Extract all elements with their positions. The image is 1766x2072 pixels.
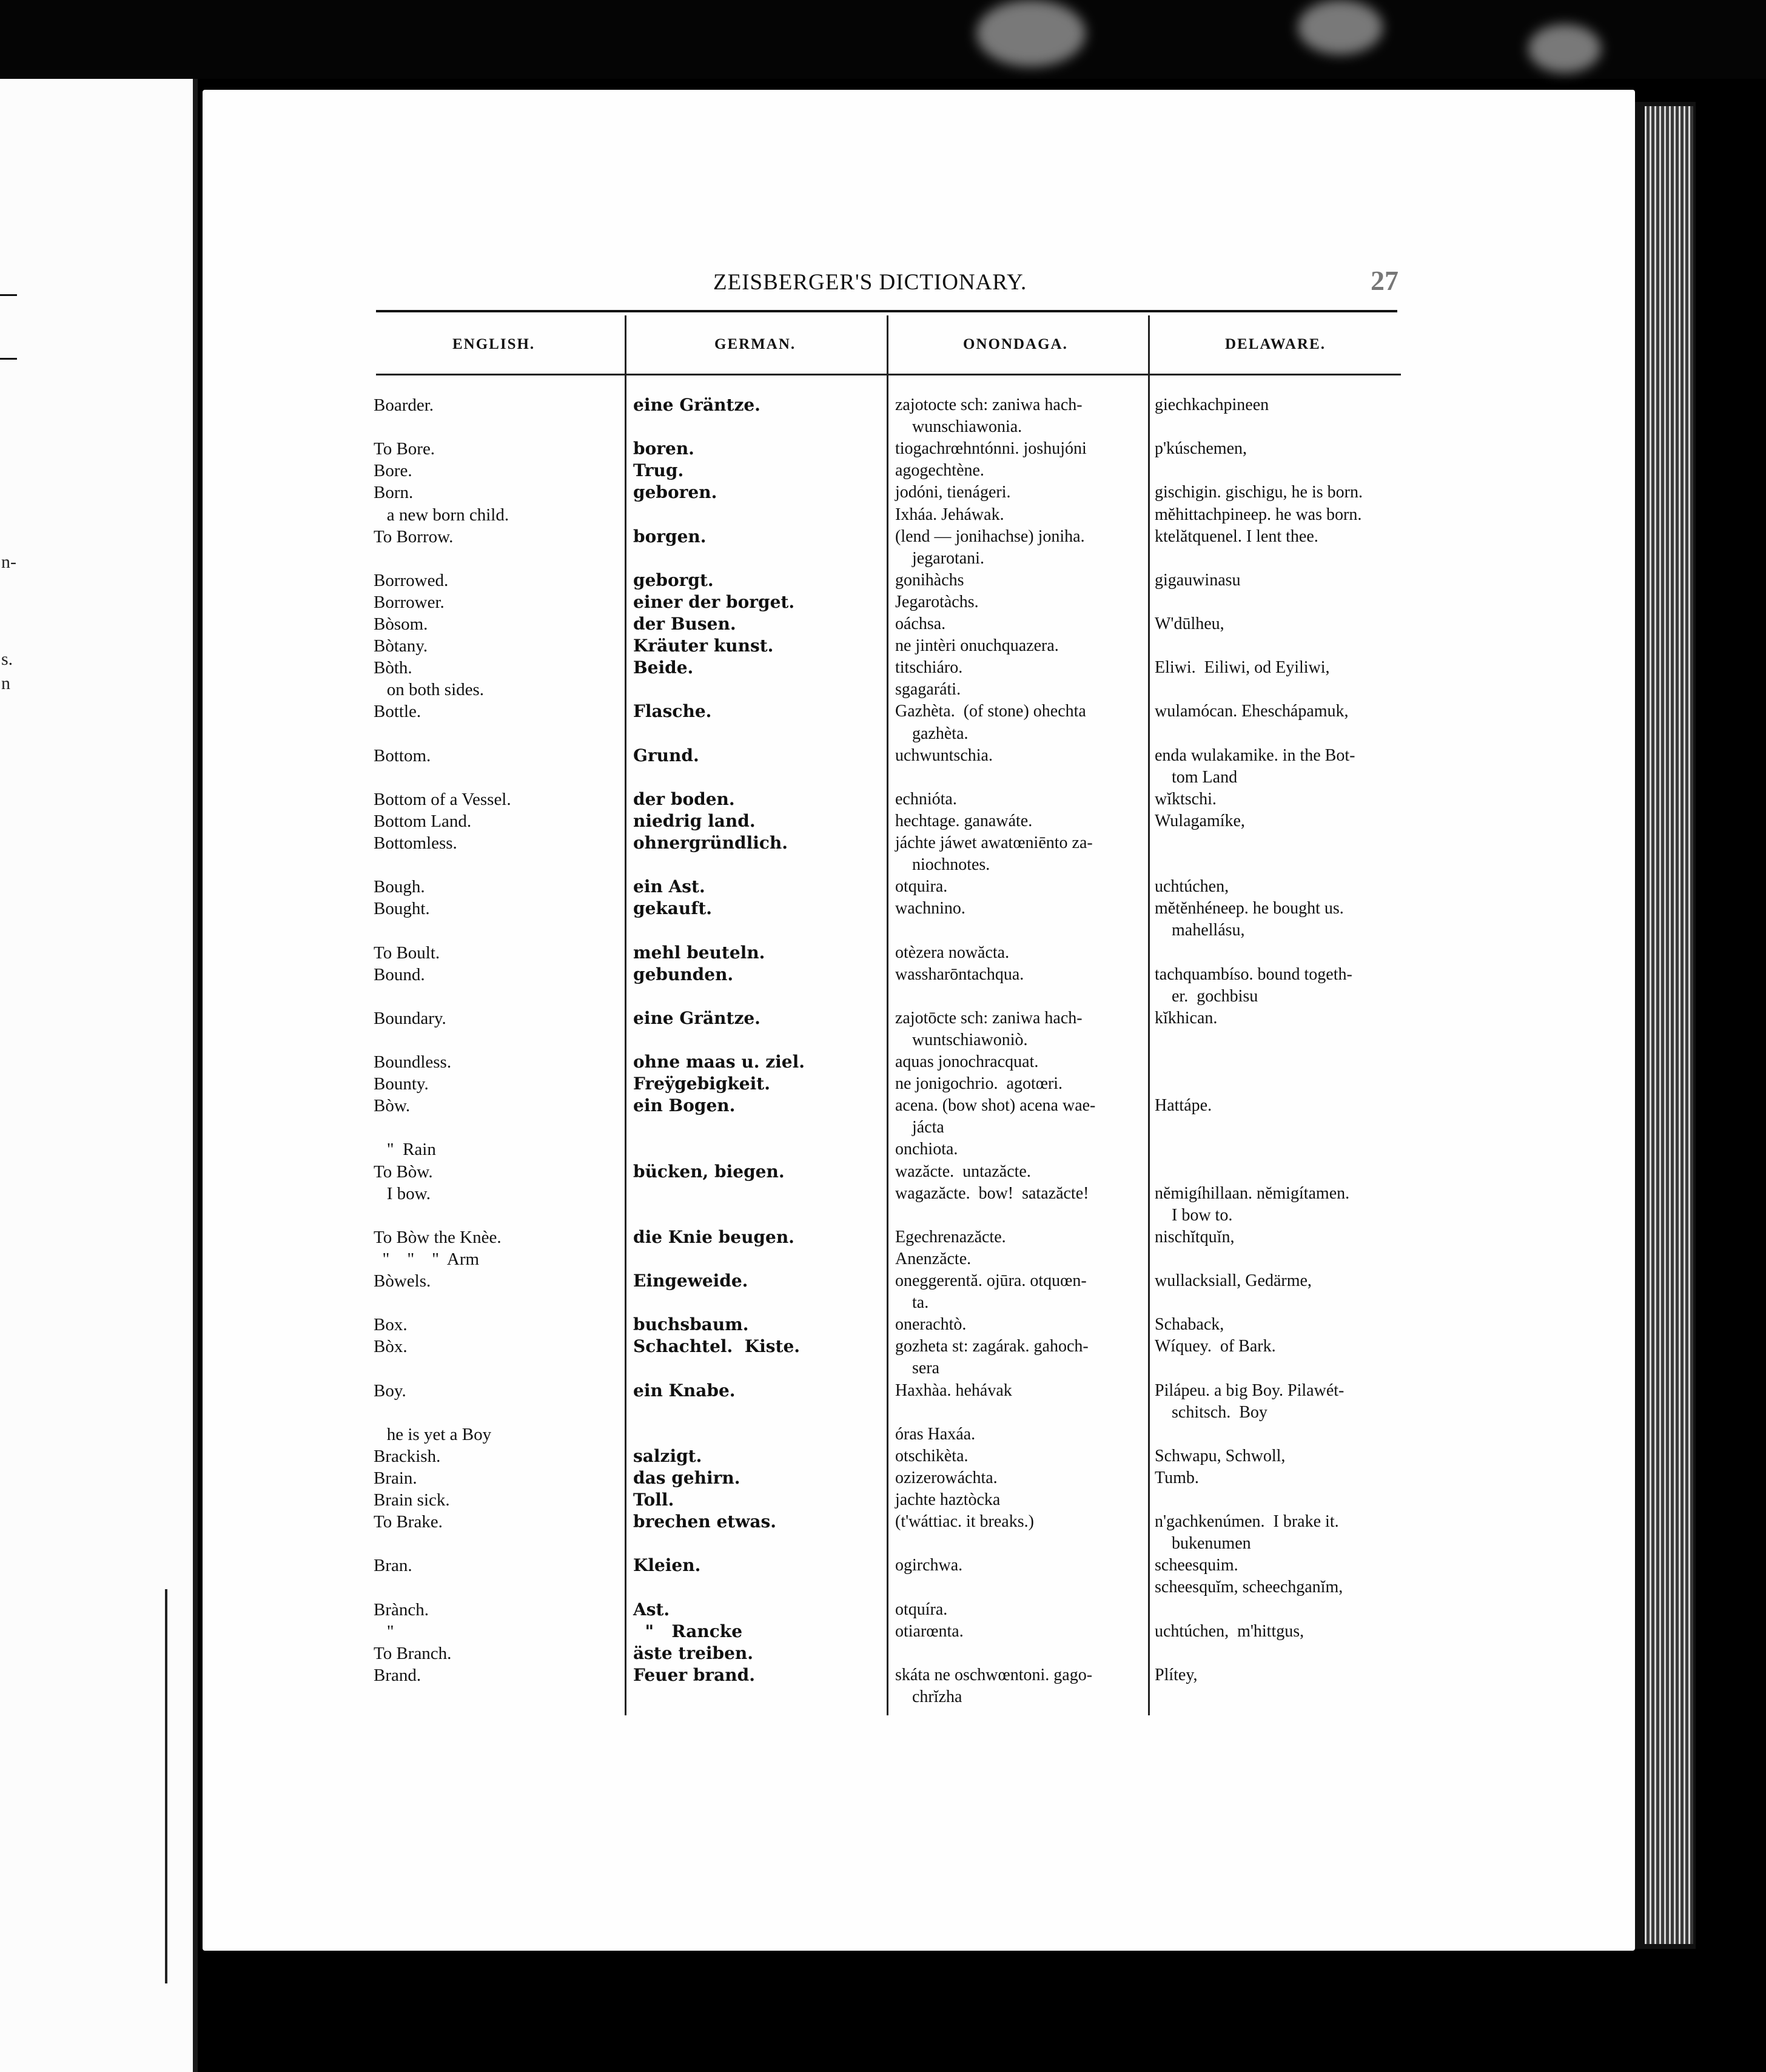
onondaga-cell: sera — [895, 1359, 940, 1377]
delaware-cell: n'gachkenúmen. I brake it. — [1155, 1512, 1339, 1531]
delaware-cell: ktelătquenel. I lent thee. — [1155, 527, 1318, 546]
german-cell: boren. — [633, 439, 694, 459]
german-cell: äste treiben. — [633, 1643, 754, 1663]
onondaga-cell: Haxhàa. hehávak — [895, 1381, 1012, 1400]
delaware-cell: schitsch. Boy — [1155, 1403, 1267, 1422]
english-cell: To Bòw the Knèe. — [374, 1228, 502, 1247]
delaware-cell: mĕtĕnhéneep. he bought us. — [1155, 899, 1344, 918]
english-cell: To Brake. — [374, 1512, 443, 1532]
english-cell: Bottom of a Vessel. — [374, 790, 511, 809]
facing-page-mark: s. — [1, 649, 13, 669]
delaware-cell: Schaback, — [1155, 1315, 1224, 1334]
english-cell: Brain sick. — [374, 1490, 450, 1510]
onondaga-cell: ta. — [895, 1293, 929, 1312]
onondaga-cell: agogechtène. — [895, 461, 984, 480]
german-cell: die Knie beugen. — [633, 1227, 794, 1247]
onondaga-cell: wagazăcte. bow! satazăcte! — [895, 1184, 1089, 1203]
english-cell: Brain. — [374, 1468, 417, 1488]
german-cell: Ast. — [633, 1599, 670, 1620]
onondaga-cell: ne jonigochrio. agotœri. — [895, 1074, 1063, 1093]
german-cell: das gehirn. — [633, 1468, 740, 1488]
english-cell: Bore. — [374, 461, 412, 480]
onondaga-cell: wachnino. — [895, 899, 965, 918]
german-cell: der boden. — [633, 789, 735, 809]
german-cell: Schachtel. Kiste. — [633, 1336, 801, 1356]
german-cell: buchsbaum. — [633, 1314, 749, 1334]
column-header-english: ENGLISH. — [452, 336, 536, 352]
onondaga-cell: gonihàchs — [895, 571, 964, 590]
facing-page-mark: n- — [1, 552, 16, 572]
german-cell: geborgt. — [633, 570, 714, 590]
scan-blemish — [1298, 0, 1383, 55]
english-cell: Brànch. — [374, 1600, 429, 1620]
delaware-cell: enda wulakamike. in the Bot- — [1155, 746, 1355, 765]
english-cell: Bottle. — [374, 702, 421, 721]
delaware-cell: W'dūlheu, — [1155, 614, 1224, 633]
onondaga-cell: ogirchwa. — [895, 1556, 963, 1575]
german-cell: " Rancke — [633, 1621, 743, 1641]
english-cell: " Rain — [374, 1140, 436, 1159]
onondaga-cell: wuntschiawoniò. — [895, 1031, 1028, 1049]
delaware-cell: mĕhittachpineep. he was born. — [1155, 505, 1362, 524]
delaware-cell: nischĭtquĭn, — [1155, 1228, 1235, 1246]
page-edge-stack — [1645, 106, 1693, 1944]
page-number: 27 — [1371, 265, 1398, 296]
german-cell: ein Knabe. — [633, 1381, 736, 1401]
scan-blemish — [1528, 24, 1601, 73]
onondaga-cell: Anenzăcte. — [895, 1250, 972, 1268]
german-cell: mehl beuteln. — [633, 943, 765, 963]
german-cell: der Busen. — [633, 614, 736, 634]
onondaga-cell: zajotocte sch: zaniwa hach- — [895, 395, 1083, 414]
german-cell: gebunden. — [633, 964, 734, 984]
german-cell: ohne maas u. ziel. — [633, 1052, 805, 1072]
english-cell: To Branch. — [374, 1644, 452, 1663]
delaware-cell: kĭkhican. — [1155, 1009, 1218, 1028]
german-cell: Kleien. — [633, 1555, 701, 1575]
onondaga-cell: gozheta st: zagárak. gahoch- — [895, 1337, 1089, 1356]
facing-page-mark: n — [1, 673, 10, 693]
english-cell: Boy. — [374, 1381, 406, 1401]
english-cell: Boundary. — [374, 1009, 446, 1028]
german-cell: salzigt. — [633, 1446, 702, 1466]
delaware-cell: scheesquĭm, scheechganĭm, — [1155, 1578, 1343, 1596]
onondaga-cell: acena. (bow shot) acena wae- — [895, 1096, 1096, 1115]
onondaga-cell: oáchsa. — [895, 614, 946, 633]
scan-background — [0, 0, 1766, 79]
english-cell: Borrowed. — [374, 571, 449, 590]
onondaga-cell: otèzera nowăcta. — [895, 943, 1010, 962]
english-cell: " " " Arm — [374, 1250, 480, 1269]
column-header-german: GERMAN. — [714, 336, 796, 352]
delaware-cell: Wíquey. of Bark. — [1155, 1337, 1276, 1356]
onondaga-cell: otschikèta. — [895, 1447, 969, 1465]
onondaga-cell: chrĭzha — [895, 1687, 962, 1706]
onondaga-cell: ozizerowáchta. — [895, 1468, 998, 1487]
onondaga-cell: wunschiawonia. — [895, 417, 1022, 436]
delaware-cell: mahellásu, — [1155, 921, 1245, 940]
german-cell: brechen etwas. — [633, 1512, 776, 1532]
german-cell: bücken, biegen. — [633, 1162, 785, 1182]
onondaga-cell: Gazhèta. (of stone) ohechta — [895, 702, 1086, 721]
column-header-onondaga: ONONDAGA. — [963, 336, 1068, 352]
delaware-cell: Schwapu, Schwoll, — [1155, 1447, 1286, 1465]
onondaga-cell: Egechrenazăcte. — [895, 1228, 1006, 1246]
english-cell: To Borrow. — [374, 527, 454, 547]
onondaga-cell: titschiáro. — [895, 658, 963, 677]
german-cell: niedrig land. — [633, 811, 756, 831]
page-title: ZEISBERGER'S DICTIONARY. — [713, 270, 1027, 295]
english-cell: Bòw. — [374, 1096, 411, 1115]
header-rule — [376, 310, 1397, 312]
german-cell: Freÿgebigkeit. — [633, 1074, 770, 1094]
onondaga-cell: otquira. — [895, 877, 948, 896]
column-header-rule — [376, 374, 1401, 375]
english-cell: I bow. — [374, 1184, 431, 1203]
onondaga-cell: gazhèta. — [895, 724, 969, 743]
english-cell: " — [374, 1622, 394, 1641]
facing-page-mark — [0, 358, 17, 360]
english-cell: Bottom Land. — [374, 812, 472, 831]
column-divider — [1148, 315, 1150, 1715]
delaware-cell: wulamócan. Eheschápamuk, — [1155, 702, 1349, 721]
delaware-cell: wullacksiall, Gedärme, — [1155, 1271, 1312, 1290]
german-cell: eine Gräntze. — [633, 1008, 760, 1028]
german-cell: Kräuter kunst. — [633, 636, 774, 656]
english-cell: Box. — [374, 1315, 408, 1334]
onondaga-cell: zajotōcte sch: zaniwa hach- — [895, 1009, 1083, 1028]
german-cell: eine Gräntze. — [633, 395, 760, 415]
german-cell: Trug. — [633, 460, 684, 480]
german-cell: geboren. — [633, 482, 717, 502]
onondaga-cell: jachte haztòcka — [895, 1490, 1001, 1509]
german-cell: ohnergründlich. — [633, 833, 788, 853]
english-cell: Bough. — [374, 877, 425, 896]
german-cell: Flasche. — [633, 701, 712, 721]
delaware-cell: I bow to. — [1155, 1206, 1233, 1225]
onondaga-cell: ne jintèri onuchquazera. — [895, 636, 1059, 655]
german-cell: Feuer brand. — [633, 1665, 755, 1685]
german-cell: Eingeweide. — [633, 1271, 748, 1291]
delaware-cell: Hattápe. — [1155, 1096, 1212, 1115]
german-cell: Toll. — [633, 1490, 674, 1510]
delaware-cell: er. gochbisu — [1155, 987, 1258, 1006]
delaware-cell: wĭktschi. — [1155, 790, 1217, 809]
onondaga-cell: wazăcte. untazăcte. — [895, 1162, 1031, 1181]
english-cell: Bottomless. — [374, 833, 457, 853]
english-cell: To Boult. — [374, 943, 440, 963]
delaware-cell: p'kúschemen, — [1155, 439, 1247, 458]
english-cell: Bòx. — [374, 1337, 408, 1356]
onondaga-cell: skáta ne oschwœntoni. gago- — [895, 1666, 1093, 1684]
onondaga-cell: jáchte jáwet awatœniēnto za- — [895, 833, 1093, 852]
delaware-cell: Plítey, — [1155, 1666, 1198, 1684]
column-divider — [625, 315, 626, 1715]
english-cell: Bran. — [374, 1556, 412, 1575]
onondaga-cell: echnióta. — [895, 790, 957, 809]
delaware-cell: uchtúchen, — [1155, 877, 1229, 896]
delaware-cell: Wulagamíke, — [1155, 812, 1245, 830]
english-cell: he is yet a Boy — [374, 1425, 492, 1444]
german-cell: gekauft. — [633, 898, 713, 918]
onondaga-cell: sgagaráti. — [895, 680, 961, 699]
german-cell: borgen. — [633, 526, 707, 547]
delaware-cell: Tumb. — [1155, 1468, 1199, 1487]
page-fold — [165, 1589, 167, 1983]
onondaga-cell: otquíra. — [895, 1600, 948, 1619]
english-cell: Bound. — [374, 965, 425, 984]
gutter — [198, 79, 203, 2072]
english-cell: Bought. — [374, 899, 430, 918]
onondaga-cell: onerachtò. — [895, 1315, 967, 1334]
german-cell: ein Ast. — [633, 876, 705, 896]
english-cell: on both sides. — [374, 680, 485, 699]
delaware-cell: tachquambíso. bound togeth- — [1155, 965, 1352, 984]
onondaga-cell: (t'wáttiac. it breaks.) — [895, 1512, 1034, 1531]
facing-page — [0, 79, 198, 2072]
delaware-cell: uchtúchen, m'hittgus, — [1155, 1622, 1304, 1641]
onondaga-cell: Ixháa. Jeháwak. — [895, 505, 1004, 524]
delaware-cell: Eliwi. Eiliwi, od Eyiliwi, — [1155, 658, 1330, 677]
onondaga-cell: onchiota. — [895, 1140, 958, 1159]
german-cell: ein Bogen. — [633, 1095, 736, 1115]
english-cell: Bòsom. — [374, 614, 428, 634]
english-cell: Bottom. — [374, 746, 431, 765]
english-cell: Bòwels. — [374, 1271, 431, 1291]
onondaga-cell: jácta — [895, 1118, 944, 1137]
english-cell: Boundless. — [374, 1052, 452, 1072]
onondaga-cell: aquas jonochracquat. — [895, 1052, 1039, 1071]
onondaga-cell: (lend — jonihachse) joniha. — [895, 527, 1085, 546]
onondaga-cell: Jegarotàchs. — [895, 593, 979, 611]
delaware-cell: giechkachpineen — [1155, 395, 1269, 414]
delaware-cell: nĕmigíhillaan. nĕmigítamen. — [1155, 1184, 1350, 1203]
english-cell: Boarder. — [374, 395, 434, 415]
scan-blemish — [976, 0, 1086, 67]
english-cell: To Bòw. — [374, 1162, 433, 1182]
onondaga-cell: oneggerentă. ojūra. otquœn- — [895, 1271, 1087, 1290]
onondaga-cell: tiogachrœhntónni. joshujóni — [895, 439, 1087, 458]
column-divider — [887, 315, 888, 1715]
onondaga-cell: niochnotes. — [895, 855, 990, 874]
english-cell: a new born child. — [374, 505, 509, 525]
delaware-cell: bukenumen — [1155, 1534, 1251, 1553]
english-cell: Brand. — [374, 1666, 421, 1685]
delaware-cell: scheesquim. — [1155, 1556, 1238, 1575]
delaware-cell: tom Land — [1155, 768, 1238, 787]
german-cell: einer der borget. — [633, 592, 795, 612]
onondaga-cell: wassharōntachqua. — [895, 965, 1024, 984]
delaware-cell: gigauwinasu — [1155, 571, 1241, 590]
onondaga-cell: óras Haxáa. — [895, 1425, 976, 1444]
facing-page-mark — [0, 294, 17, 296]
german-cell: Grund. — [633, 745, 699, 765]
german-cell: Beide. — [633, 658, 694, 678]
english-cell: Born. — [374, 483, 414, 502]
column-header-delaware: DELAWARE. — [1225, 336, 1326, 352]
onondaga-cell: jegarotani. — [895, 549, 984, 568]
english-cell: Borrower. — [374, 593, 445, 612]
onondaga-cell: otiarœnta. — [895, 1622, 964, 1641]
delaware-cell: gischigin. gischigu, he is born. — [1155, 483, 1363, 502]
onondaga-cell: uchwuntschia. — [895, 746, 993, 765]
english-cell: To Bore. — [374, 439, 435, 459]
onondaga-cell: jodóni, tienágeri. — [895, 483, 1011, 502]
onondaga-cell: hechtage. ganawáte. — [895, 812, 1033, 830]
english-cell: Bounty. — [374, 1074, 429, 1094]
english-cell: Brackish. — [374, 1447, 441, 1466]
english-cell: Bòtany. — [374, 636, 428, 656]
english-cell: Bòth. — [374, 658, 412, 678]
delaware-cell: Pilápeu. a big Boy. Pilawét- — [1155, 1381, 1345, 1400]
